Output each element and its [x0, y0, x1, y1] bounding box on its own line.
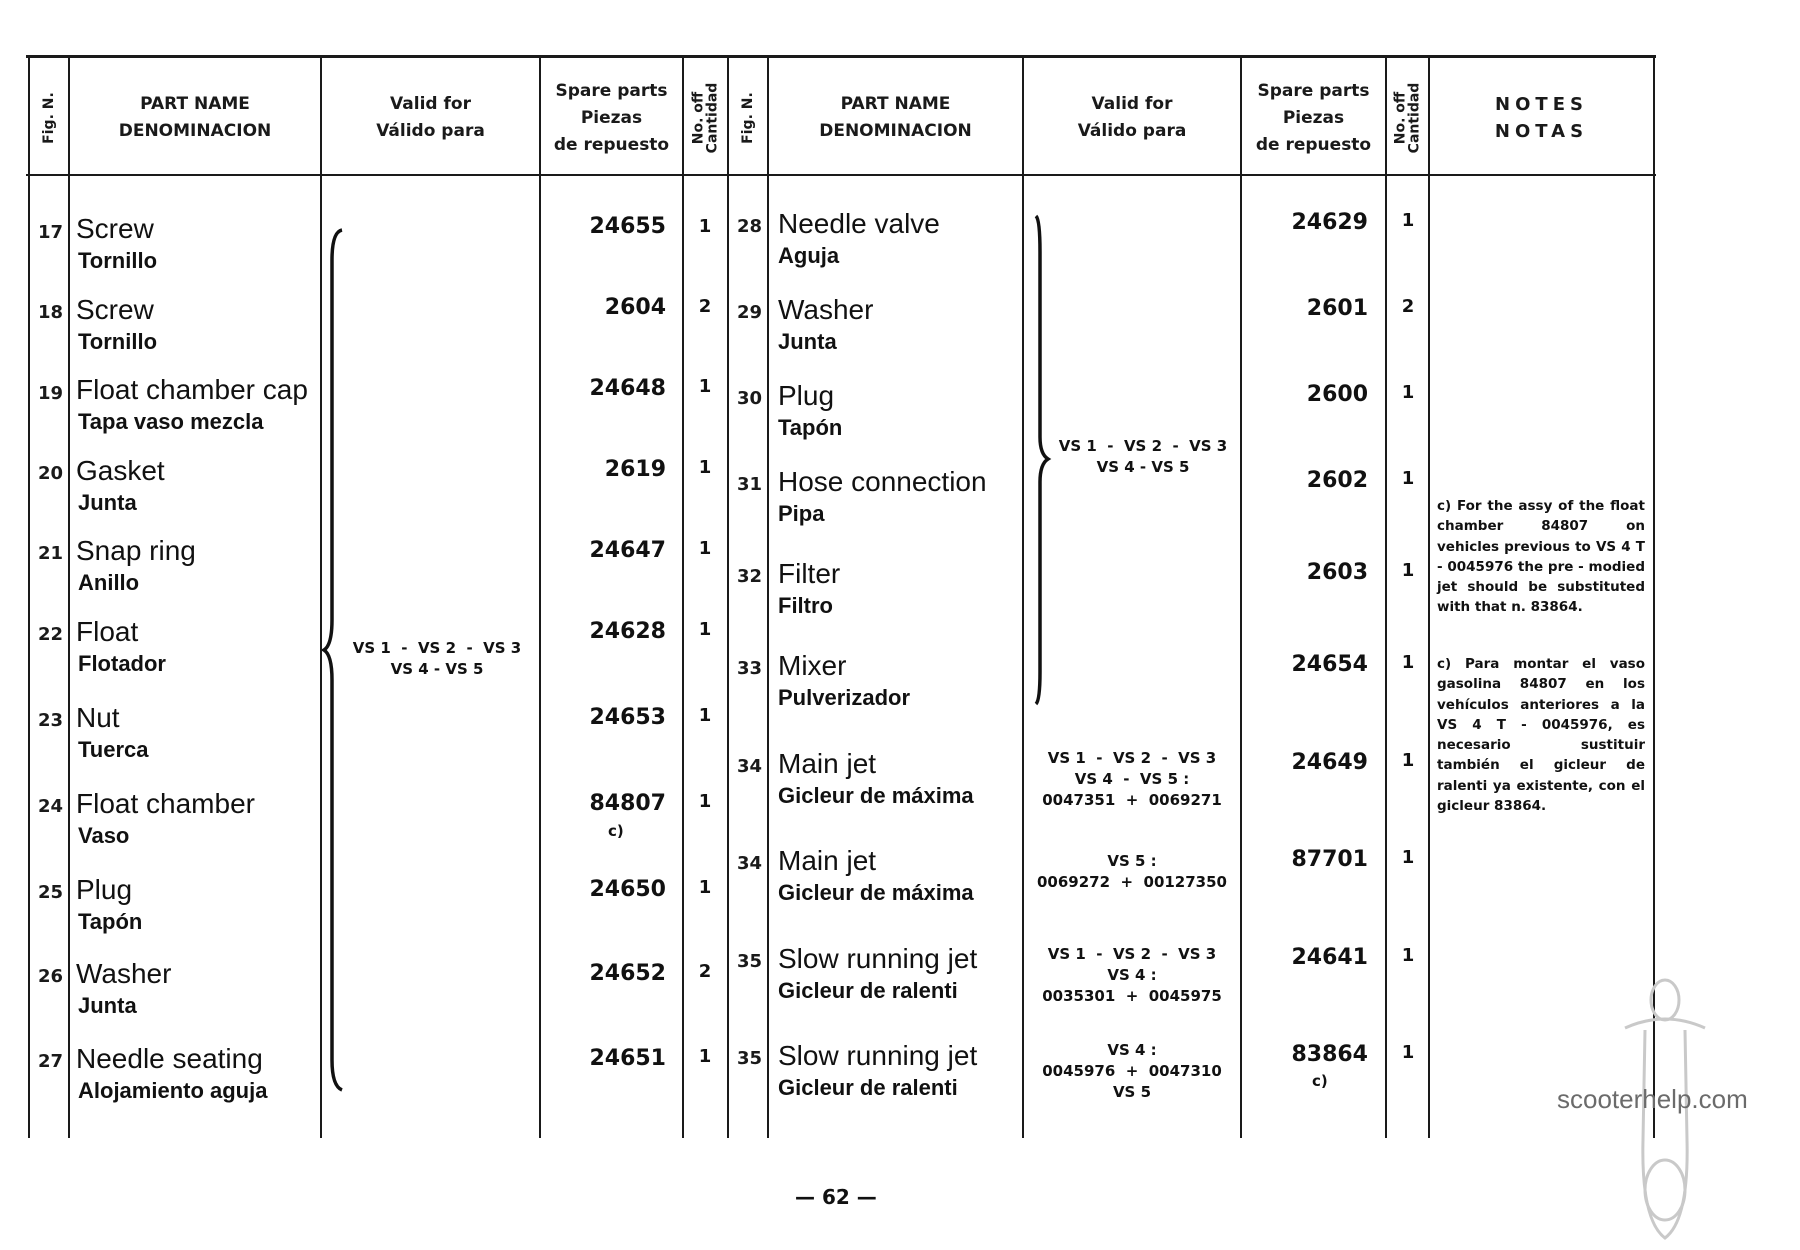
- valid-for-right-group: VS 1 - VS 2 - VS 3 VS 4 - VS 5: [1058, 437, 1228, 476]
- fig-number: 24: [38, 796, 64, 817]
- part-name-es: Tornillo: [78, 329, 158, 354]
- fig-number: 22: [38, 624, 64, 645]
- page-number: — 62 —: [795, 1185, 877, 1209]
- part-name: Snap ring: [76, 535, 196, 566]
- fig-number: 35: [737, 951, 763, 972]
- part-name: Mixer: [778, 650, 847, 681]
- quantity: 1: [698, 791, 712, 812]
- part-name: Gasket: [76, 455, 165, 486]
- spare-part-number: 83864: [1291, 1042, 1368, 1067]
- part-name: Main jet: [778, 748, 877, 779]
- note-spanish: c) Para montar el vaso gasolina 84807 en los vehículos anteriores a la VS 4 T - 0045976, es necesario sustituir también el gicleur de ralenti ya existente, con el gicleur 83864.: [1437, 656, 1645, 815]
- part-name: Nut: [76, 702, 120, 733]
- header-valid-left: Valid for Válido para: [376, 94, 485, 141]
- header-part-name-right: PART NAME DENOMINACION: [819, 94, 972, 141]
- part-name-es: Gicleur de ralenti: [778, 978, 958, 1003]
- quantity: 2: [698, 296, 712, 317]
- spare-part-number: 2603: [1306, 560, 1368, 585]
- watermark-text: scooterhelp.com: [1557, 1084, 1748, 1114]
- spare-part-number: 24655: [589, 214, 666, 239]
- fig-number: 29: [737, 302, 763, 323]
- quantity: 1: [698, 216, 712, 237]
- quantity: 2: [698, 961, 712, 982]
- col-divider: [1385, 58, 1387, 1138]
- part-name: Float chamber: [76, 788, 255, 819]
- valid-for: VS 4 : 0045976 + 0047310 VS 5: [1042, 1041, 1222, 1101]
- quantity: 1: [1401, 847, 1415, 868]
- quantity: 1: [698, 619, 712, 640]
- part-name-es: Pipa: [778, 501, 825, 526]
- valid-for: VS 1 - VS 2 - VS 3 VS 4 : 0035301 + 0045975: [1042, 945, 1222, 1005]
- spare-part-number: 24650: [589, 877, 666, 902]
- header-qty-right: No. off Cantidad: [1392, 82, 1423, 154]
- quantity: 1: [1401, 560, 1415, 581]
- spare-part-number: 24648: [589, 376, 666, 401]
- col-divider: [1240, 58, 1242, 1138]
- spare-part-number: 2604: [604, 295, 666, 320]
- fig-number: 27: [38, 1051, 64, 1072]
- part-name: Plug: [778, 380, 835, 411]
- note-english: c) For the assy of the float chamber 84807 on vehicles previous to VS 4 T - 0045976 the pre - modied jet should be substituted with that n. 83864.: [1437, 498, 1645, 616]
- spare-part-number: 2602: [1306, 468, 1368, 493]
- header-fig-left: Fig. N.: [41, 92, 57, 144]
- part-name: Plug: [76, 874, 133, 905]
- quantity: 1: [698, 1046, 712, 1067]
- header-notes: NOTES NOTAS: [1494, 94, 1589, 142]
- part-name: Slow running jet: [778, 1040, 978, 1071]
- fig-number: 34: [737, 756, 763, 777]
- part-name-es: Tuerca: [78, 737, 149, 762]
- header-part-name-left: PART NAME DENOMINACION: [118, 94, 272, 141]
- part-name-es: Junta: [78, 490, 137, 515]
- fig-number: 26: [38, 966, 64, 987]
- spare-part-number: 2600: [1306, 382, 1368, 407]
- quantity: 1: [698, 538, 712, 559]
- header-qty-left: No. off Cantidad: [690, 82, 721, 154]
- quantity: 1: [1401, 945, 1415, 966]
- part-name: Slow running jet: [778, 943, 978, 974]
- quantity: 1: [698, 877, 712, 898]
- col-divider: [682, 58, 684, 1138]
- fig-number: 35: [737, 1048, 763, 1069]
- part-name: Filter: [778, 558, 841, 589]
- spare-part-number: 84807: [589, 791, 666, 816]
- valid-for: VS 1 - VS 2 - VS 3 VS 4 - VS 5 : 0047351 + 0069271: [1042, 749, 1222, 809]
- part-name: Float chamber cap: [76, 374, 308, 405]
- part-name: Hose connection: [778, 466, 987, 497]
- note-reference: c): [608, 822, 624, 840]
- header-bottom-border: [26, 174, 1656, 176]
- part-name-es: Flotador: [78, 651, 166, 676]
- spare-part-number: 24629: [1291, 210, 1368, 235]
- part-name: Main jet: [778, 845, 877, 876]
- part-name-es: Gicleur de máxima: [778, 880, 974, 905]
- col-divider: [28, 58, 30, 1138]
- part-name: Washer: [76, 958, 172, 989]
- valid-for-left: VS 1 - VS 2 - VS 3 VS 4 - VS 5: [352, 639, 522, 678]
- fig-number: 17: [38, 222, 64, 243]
- part-name-es: Tapa vaso mezcla: [78, 409, 264, 434]
- spare-part-number: 87701: [1291, 847, 1368, 872]
- quantity: 1: [698, 705, 712, 726]
- part-name-es: Filtro: [778, 593, 833, 618]
- col-divider: [767, 58, 769, 1138]
- valid-for: VS 5 : 0069272 + 00127350: [1036, 852, 1227, 891]
- spare-part-number: 24647: [589, 538, 666, 563]
- spare-part-number: 2601: [1306, 296, 1368, 321]
- quantity: 1: [1401, 210, 1415, 231]
- part-name-es: Pulverizador: [778, 685, 911, 710]
- spare-part-number: 24653: [589, 705, 666, 730]
- fig-number: 18: [38, 302, 64, 323]
- note-reference: c): [1312, 1072, 1328, 1090]
- quantity: 1: [1401, 382, 1415, 403]
- header-spare-left: Spare parts Piezas de repuesto: [553, 80, 670, 155]
- part-name-es: Gicleur de máxima: [778, 783, 974, 808]
- quantity: 1: [698, 376, 712, 397]
- part-name-es: Alojamiento aguja: [78, 1078, 268, 1103]
- fig-number: 23: [38, 710, 64, 731]
- col-divider: [1428, 58, 1430, 1138]
- col-divider: [539, 58, 541, 1138]
- spare-part-number: 24654: [1291, 652, 1368, 677]
- part-name: Float: [76, 616, 139, 647]
- col-divider: [68, 58, 70, 1138]
- part-name-es: Tapón: [78, 909, 143, 934]
- quantity: 1: [1401, 468, 1415, 489]
- fig-number: 33: [737, 658, 763, 679]
- quantity: 1: [1401, 1042, 1415, 1063]
- fig-number: 34: [737, 853, 763, 874]
- spare-part-number: 24649: [1291, 750, 1368, 775]
- spare-part-number: 24641: [1291, 945, 1368, 970]
- header-spare-right: Spare parts Piezas de repuesto: [1255, 80, 1372, 155]
- quantity: 1: [1401, 652, 1415, 673]
- part-name-es: Tornillo: [78, 248, 158, 273]
- part-name: Needle valve: [778, 208, 940, 239]
- fig-number: 25: [38, 882, 64, 903]
- part-name-es: Gicleur de ralenti: [778, 1075, 958, 1100]
- fig-number: 31: [737, 474, 763, 495]
- part-name: Screw: [76, 294, 154, 325]
- part-name-es: Anillo: [78, 570, 140, 595]
- quantity: 2: [1401, 296, 1415, 317]
- header-fig-right: Fig. N.: [740, 92, 756, 144]
- table-top-border: [26, 55, 1656, 58]
- part-name-es: Vaso: [78, 823, 130, 848]
- part-name: Needle seating: [76, 1043, 263, 1074]
- spare-part-number: 24652: [589, 961, 666, 986]
- part-name-es: Junta: [778, 329, 837, 354]
- part-name: Screw: [76, 213, 154, 244]
- part-name: Washer: [778, 294, 874, 325]
- fig-number: 28: [737, 216, 763, 237]
- spare-part-number: 2619: [604, 457, 666, 482]
- quantity: 1: [1401, 750, 1415, 771]
- part-name-es: Aguja: [778, 243, 840, 268]
- fig-number: 30: [737, 388, 763, 409]
- fig-number: 32: [737, 566, 763, 587]
- part-name-es: Tapón: [778, 415, 843, 440]
- fig-number: 20: [38, 463, 64, 484]
- header-valid-right: Valid for Válido para: [1077, 94, 1187, 141]
- col-divider: [727, 58, 729, 1138]
- quantity: 1: [698, 457, 712, 478]
- fig-number: 19: [38, 383, 64, 404]
- part-name-es: Junta: [78, 993, 137, 1018]
- fig-number: 21: [38, 543, 64, 564]
- spare-part-number: 24651: [589, 1046, 666, 1071]
- col-divider: [1022, 58, 1024, 1138]
- spare-part-number: 24628: [589, 619, 666, 644]
